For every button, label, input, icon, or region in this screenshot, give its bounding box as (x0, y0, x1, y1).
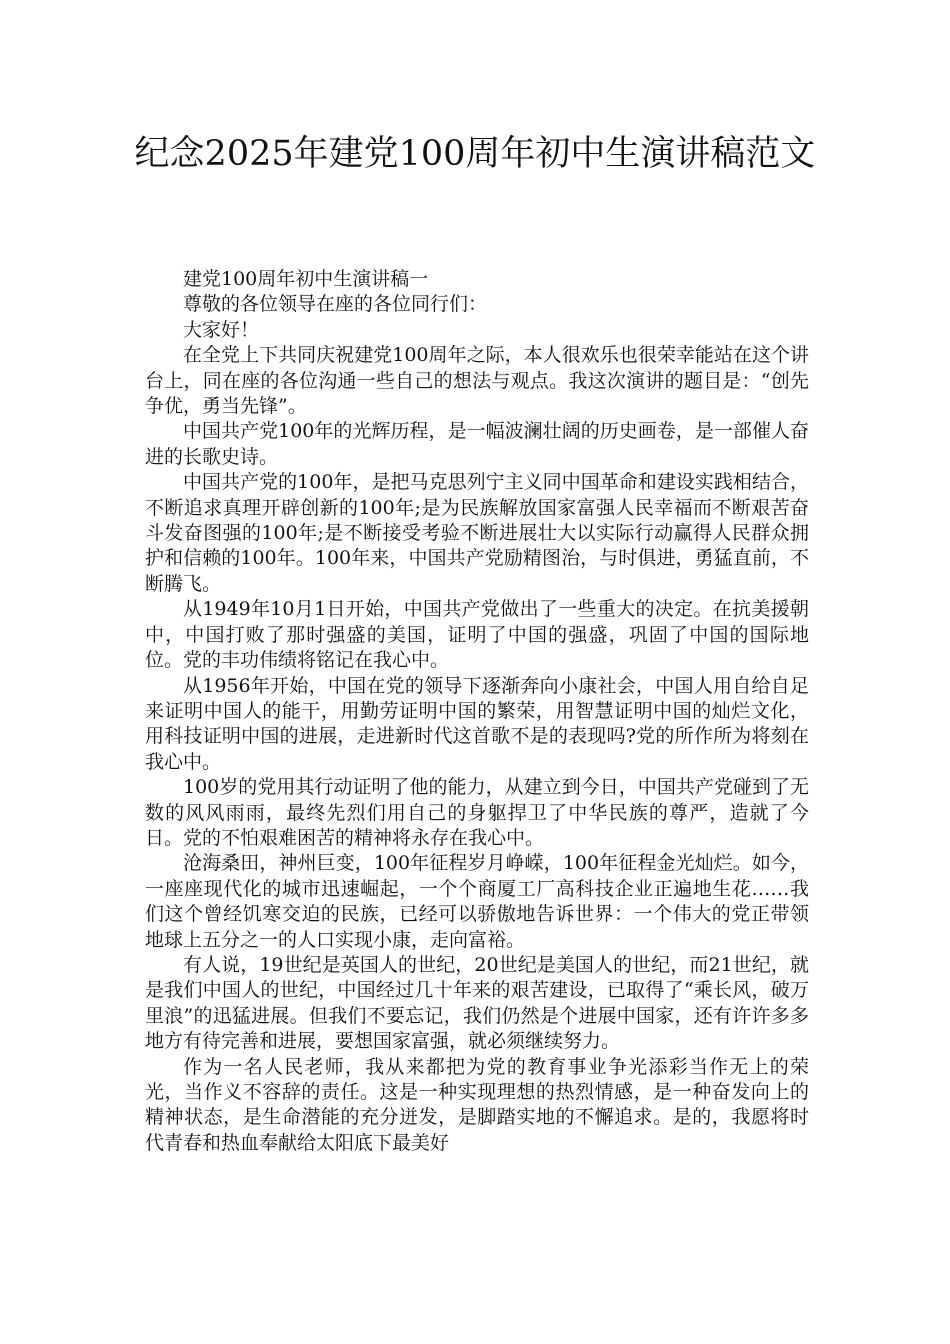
paragraph: 中国共产党100年的光辉历程，是一幅波澜壮阔的历史画卷，是一部催人奋进的长歌史诗。 (145, 420, 809, 468)
paragraph: 中国共产党的100年，是把马克思列宁主义同中国革命和建设实践相结合，不断追求真理开辟创新的100年;是为民族解放国家富强人民幸福而不断艰苦奋斗发奋图强的100年;是不断接受考验不断进展壮大以实际行动赢得人民群众拥护和信赖的100年。100年来，中国共产党励精图治，与时俱进，勇猛直前，不断腾飞。 (145, 471, 809, 595)
paragraph: 从1949年10月1日开始，中国共产党做出了一些重大的决定。在抗美援朝中，中国打败了那时强盛的美国，证明了中国的强盛，巩固了中国的国际地位。党的丰功伟绩将铭记在我心中。 (145, 598, 809, 672)
paragraph: 作为一名人民老师，我从来都把为党的教育事业争光添彩当作无上的荣光，当作义不容辞的责任。这是一种实现理想的热烈情感，是一种奋发向上的精神状态，是生命潜能的充分迸发，是脚踏实地的不懈追求。是的，我愿将时代青春和热血奉献给太阳底下最美好 (145, 1055, 809, 1154)
paragraph-greeting: 大家好！ (183, 318, 260, 341)
paragraph-salutation: 尊敬的各位领导在座的各位同行们： (183, 293, 488, 316)
document-title: 纪念2025年建党100周年初中生演讲稿范文 (134, 134, 816, 174)
paragraph-heading: 建党100周年初中生演讲稿一 (183, 268, 429, 290)
paragraph: 从1956年开始，中国在党的领导下逐渐奔向小康社会，中国人用自给自足来证明中国人的能干，用勤劳证明中国的繁荣，用智慧证明中国的灿烂文化，用科技证明中国的进展，走进新时代这首歌不是的表现吗?党的所作所为将刻在我心中。 (145, 674, 809, 773)
paragraph: 100岁的党用其行动证明了他的能力，从建立到今日，中国共产党碰到了无数的风风雨雨，最终先烈们用自己的身躯捍卫了中华民族的尊严，造就了今日。党的不怕艰难困苦的精神将永存在我心中。 (145, 776, 809, 849)
paragraph: 在全党上下共同庆祝建党100周年之际，本人很欢乐也很荣幸能站在这个讲台上，同在座的各位沟通一些自己的想法与观点。我这次演讲的题目是：“创先争优，勇当先锋”。 (145, 344, 809, 418)
paragraph: 有人说，19世纪是英国人的世纪，20世纪是美国人的世纪，而21世纪，就是我们中国人的世纪，中国经过几十年来的艰苦建设，已取得了“乘长风，破万里浪”的迅猛进展。但我们不要忘记，我们仍然是个进展中国家，还有许许多多地方有待完善和进展，要想国家富强，就必须继续努力。 (145, 953, 809, 1053)
paragraph: 沧海桑田，神州巨变，100年征程岁月峥嵘，100年征程金光灿烂。如今，一座座现代化的城市迅速崛起，一个个商厦工厂高科技企业正遍地生花……我们这个曾经饥寒交迫的民族，已经可以骄傲地告诉世界：一个伟大的党正带领地球上五分之一的人口实现小康，走向富裕。 (145, 852, 809, 951)
document-body (145, 267, 809, 1156)
